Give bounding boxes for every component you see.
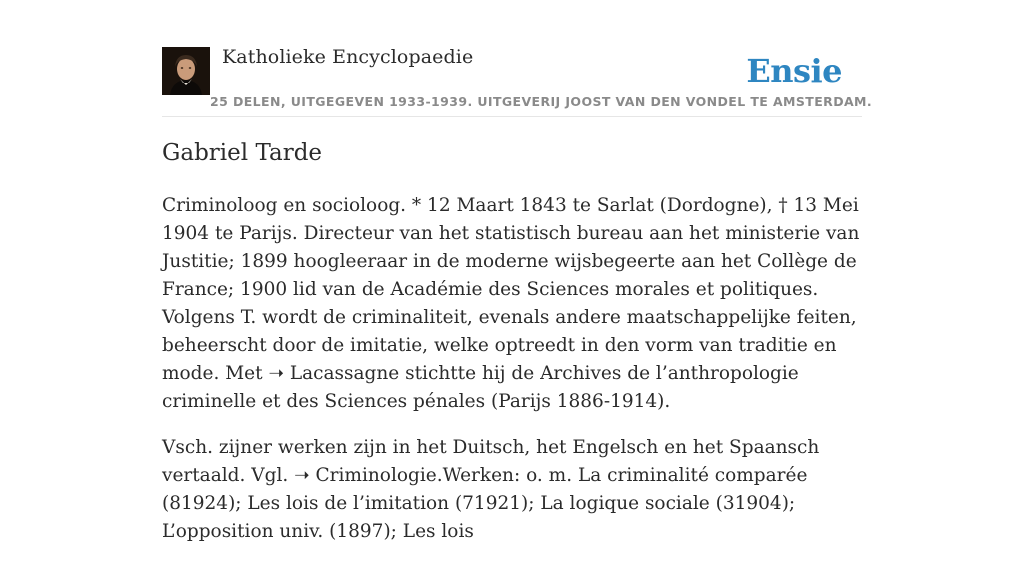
article-body — [162, 192, 864, 564]
article-title: Gabriel Tarde — [162, 140, 323, 166]
ensie-logo-link[interactable]: Ensie — [746, 52, 842, 90]
site-title[interactable]: Katholieke Encyclopaedie — [222, 46, 474, 68]
article-paragraph-2: Vsch. zijner werken zijn in het Duitsch, het Engelsch en het Spaansch vertaald. Vgl. ➝ Criminologie.Werken: o. m. La criminalité comparée (81924); Les lois de l’imitation (71921); La logique sociale (31904); L’opposition univ. (1897); Les lois — [162, 437, 820, 542]
site-subtitle: 25 DELEN, UITGEGEVEN 1933-1939. UITGEVERIJ JOOST VAN DEN VONDEL TE AMSTERDAM. — [210, 94, 873, 109]
site-header — [162, 46, 873, 117]
portrait-avatar-icon[interactable] — [162, 47, 210, 95]
article-paragraph-1: Criminoloog en socioloog. * 12 Maart 1843 te Sarlat (Dordogne), † 13 Mei 1904 te Parijs. Directeur van het statistisch bureau aan het ministerie van Justitie; 1899 hoogleeraar in de moderne wijsbegeerte aan het Collège de France; 1900 lid van de Académie des Sciences morales et politiques. Volgens T. wordt de criminaliteit, evenals andere maatschappelijke feiten, beheerscht door de imitatie, welke optreedt in den vorm van traditie en mode. Met ➝ Lacassagne stichtte hij de Archives de l’anthropologie criminelle et des Sciences pénales (Parijs 1886-1914). — [162, 195, 860, 412]
